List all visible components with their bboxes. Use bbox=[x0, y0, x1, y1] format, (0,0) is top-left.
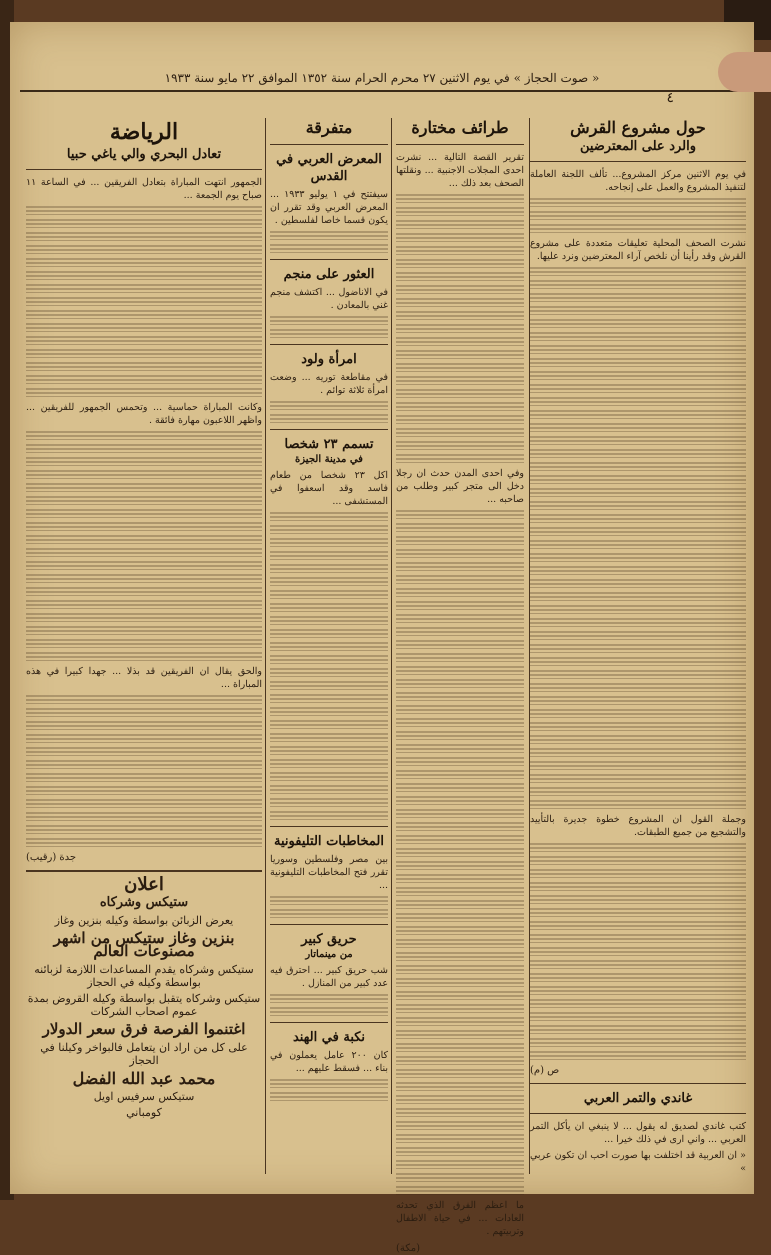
masthead: « صوت الحجاز » في يوم الاثنين ٢٧ محرم الحرام سنة ١٣٥٢ الموافق ٢٢ مايو سنة ١٩٣٣ bbox=[20, 66, 744, 92]
news-text: في الاناضول ... اكتشف منجم غني بالمعادن . bbox=[270, 287, 388, 311]
column-rule bbox=[265, 118, 266, 1174]
news-headline: حريق كبير bbox=[301, 932, 357, 947]
page-number: ٤ bbox=[666, 90, 674, 106]
news-text: بين مصر وفلسطين وسوريا تقرر فتح المخاطبات التليفونية ... bbox=[270, 854, 388, 891]
article-text: وفي احدى المدن حدث ان رجلا دخل الى متجر كبير وطلب من صاحبه ... bbox=[396, 468, 524, 505]
section-title: متفرقة bbox=[305, 118, 353, 137]
news-text: شب حريق كبير ... احترق فيه عدد كبير من المنازل . bbox=[270, 965, 388, 989]
news-headline: المخاطبات التليفونية bbox=[274, 834, 384, 849]
news-text: كان ٢٠٠ عامل يعملون في بناء ... فسقط عليهم ... bbox=[270, 1050, 388, 1074]
article-title: غاندي والتمر العربي bbox=[583, 1091, 693, 1106]
ad-product: بنزين وغاز ستيكس من اشهر مصنوعات العالم bbox=[53, 929, 235, 960]
column-misc bbox=[270, 118, 388, 1182]
news-text: سيفتتح في ١ يوليو ١٩٣٣ ... المعرض العربي وقد تقرر ان يكون قسما خاصا لفلسطين . bbox=[270, 189, 388, 226]
advertisement bbox=[26, 874, 262, 1119]
article-text: كتب غاندي لصديق له يقول ... لا ينبغي ان يأكل التمر العربي ... واني ارى في ذلك خيرا ... bbox=[530, 1121, 746, 1145]
article-text: والحق يقال ان الفريقين قد بذلا ... جهدا كبيرا في هذه المباراة ... bbox=[26, 666, 262, 690]
article-signature: جدة (رقيب) bbox=[26, 852, 77, 863]
news-text: اكل ٢٣ شخصا من طعام فاسد وقد اسعفوا في المستشفى ... bbox=[270, 470, 388, 507]
news-headline: العثور على منجم bbox=[283, 267, 375, 282]
ad-text: ستيكس وشركاه يقدم المساعدات اللازمة لزبائنه بواسطة وكيله في الحجاز bbox=[34, 963, 254, 989]
article-text: وكانت المباراة حماسية ... وتحمس الجمهور للفريقين ... واظهر اللاعبون مهارة فائقة . bbox=[26, 402, 262, 426]
ad-footer: كومباني bbox=[126, 1106, 162, 1119]
sports-section-logo: الرياضة bbox=[109, 119, 179, 145]
article-signature: ص (م) bbox=[530, 1065, 560, 1076]
news-text: في مقاطعة توريه ... وضعت امرأة ثلاثة توائم . bbox=[270, 372, 388, 396]
ad-text: ستيكس وشركاه يتقبل بواسطة وكيله القروض بمدة عموم اصحاب الشركات bbox=[27, 992, 261, 1018]
ad-footer: ستيكس سرفيس اويل bbox=[93, 1090, 195, 1103]
news-headline: نكبة في الهند bbox=[292, 1030, 366, 1045]
column-rule bbox=[391, 118, 392, 1174]
news-subheadline: من مينماتار bbox=[305, 949, 353, 960]
article-text: ما اعظم الفرق الذي تحدثه العادات ... في حياة الاطفال وتربيتهم . bbox=[396, 1200, 524, 1237]
ad-text: على كل من اراد ان يتعامل فالبواخر وكيلنا في الحجاز bbox=[40, 1041, 248, 1067]
news-headline: تسمم ٢٣ شخصا bbox=[284, 437, 374, 452]
thumb bbox=[718, 52, 771, 92]
newspaper-page bbox=[10, 22, 754, 1254]
article-text: نشرت الصحف المحلية تعليقات متعددة على مشروع القرش وقد رأينا أن نلخص آراء المعترضين ونرد عليها. bbox=[530, 238, 746, 262]
article-title: تعادل البحري والي ياغي حبيا bbox=[66, 147, 222, 162]
column-anecdotes bbox=[396, 118, 524, 1254]
article-signature: (مكة) bbox=[396, 1243, 421, 1254]
ad-header: اعلان bbox=[124, 874, 164, 895]
ad-company: ستيكس وشركاه bbox=[99, 895, 189, 910]
column-qirsh bbox=[530, 118, 746, 1182]
article-text: الجمهور انتهت المباراة بتعادل الفريقين ... في الساعة ١١ صباح يوم الجمعة ... bbox=[26, 177, 262, 201]
ad-text: يعرض الزبائن بواسطة وكيله بنزين وغاز bbox=[54, 914, 234, 927]
article-subtitle: والرد على المعترضين bbox=[579, 139, 697, 154]
ad-agent: محمد عبد الله الفضل bbox=[72, 1069, 216, 1088]
news-subheadline: في مدينة الجيزة bbox=[295, 454, 363, 465]
article-title: طرائف مختارة bbox=[411, 118, 509, 137]
news-headline: المعرض العربي في القدس bbox=[276, 152, 382, 184]
ad-slogan: اغتنموا الفرصة فرق سعر الدولار bbox=[42, 1020, 246, 1038]
article-text: تقرير القصة التالية ... نشرت احدى المجلات الاجنبية ... ونقلتها الصحف بعد ذلك ... bbox=[396, 152, 524, 189]
article-text: في يوم الاثنين مركز المشروع... تألف اللجنة العاملة لتنفيذ المشروع والعمل على إنجاحه. bbox=[530, 169, 746, 193]
article-quote: « ان العربية قد اختلفت بها صورت احب ان تكون عربي » bbox=[530, 1150, 746, 1174]
article-text: وجملة القول ان المشروع خطوة جديرة بالتأييد والتشجيع من جميع الطبقات. bbox=[530, 814, 746, 838]
news-headline: امرأة ولود bbox=[301, 352, 357, 367]
column-sports bbox=[26, 118, 262, 1182]
article-title: حول مشروع القرش bbox=[570, 118, 706, 137]
